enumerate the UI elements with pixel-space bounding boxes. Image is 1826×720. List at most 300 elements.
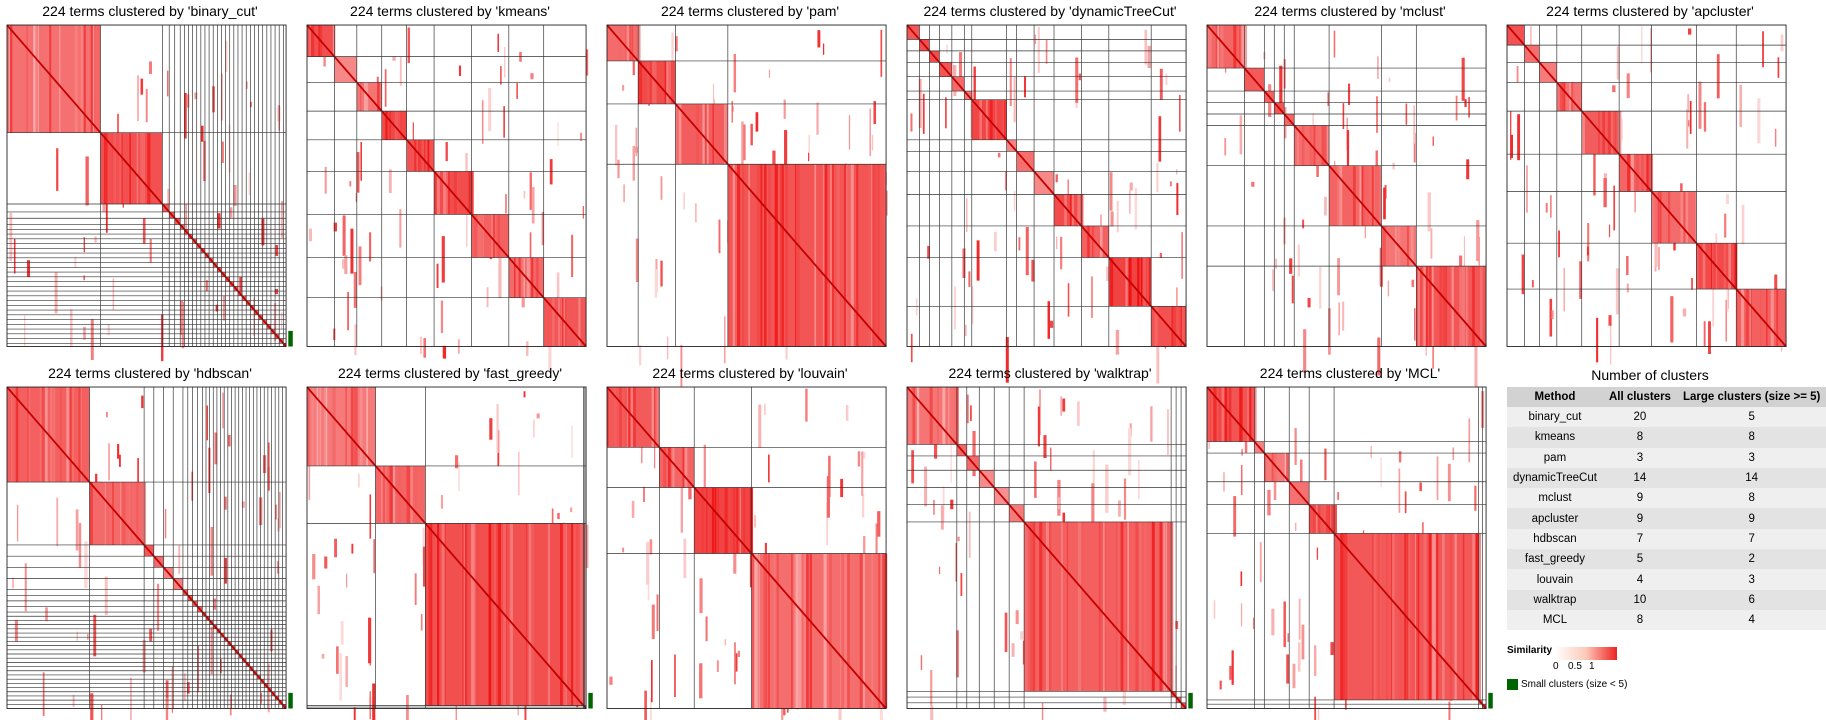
off-diagonal-cell <box>1314 645 1316 676</box>
block-texture <box>825 164 828 346</box>
heatmap-mclust <box>1207 22 1495 354</box>
block-texture <box>1379 166 1381 226</box>
off-diagonal-cell <box>1016 610 1019 624</box>
off-diagonal-cell <box>734 642 735 684</box>
block-texture <box>355 387 358 466</box>
block-texture <box>1472 533 1475 699</box>
off-diagonal-cell <box>965 325 967 336</box>
off-diagonal-cell <box>198 646 199 693</box>
off-diagonal-cell <box>87 634 88 640</box>
off-diagonal-cell <box>969 512 971 558</box>
block-texture <box>764 553 767 708</box>
block-texture <box>685 447 688 487</box>
block-texture <box>1078 522 1081 691</box>
off-diagonal-cell <box>650 539 653 554</box>
off-diagonal-cell <box>1414 308 1415 340</box>
off-diagonal-cell <box>1610 324 1611 365</box>
off-diagonal-cell <box>385 69 387 107</box>
off-diagonal-cell <box>1046 40 1048 64</box>
off-diagonal-cell <box>498 252 501 298</box>
off-diagonal-cell <box>1778 57 1780 78</box>
block-texture <box>457 171 459 214</box>
block-texture <box>847 164 850 346</box>
block-texture <box>1382 226 1385 266</box>
block-texture <box>1680 191 1683 243</box>
off-diagonal-cell <box>225 497 227 510</box>
heatmap-pam <box>607 22 895 354</box>
block-texture <box>428 523 430 705</box>
block-texture <box>620 25 621 61</box>
off-diagonal-cell <box>1068 283 1070 316</box>
block-texture <box>471 523 474 705</box>
off-diagonal-cell <box>683 193 684 210</box>
off-diagonal-cell <box>1688 28 1691 34</box>
block-texture <box>1391 533 1392 699</box>
off-diagonal-cell <box>225 558 227 584</box>
similarity-legend-title: Similarity <box>1507 645 1553 656</box>
block-texture <box>481 214 483 257</box>
block-texture <box>876 164 879 346</box>
off-diagonal-cell <box>165 509 166 538</box>
block-texture <box>758 553 759 708</box>
cluster-table-title: Number of clusters <box>1591 367 1709 383</box>
block-texture <box>435 523 437 705</box>
off-diagonal-cell <box>389 169 392 193</box>
off-diagonal-cell <box>872 135 873 151</box>
table-cell-large: 2 <box>1677 549 1826 569</box>
block-texture <box>696 104 699 164</box>
small-clusters-legend <box>1507 679 1627 690</box>
table-row <box>1507 468 1826 488</box>
block-texture <box>333 387 336 466</box>
block-texture <box>1067 522 1068 691</box>
block-texture <box>1432 266 1434 346</box>
block-texture <box>60 387 62 482</box>
block-texture <box>1424 533 1427 699</box>
off-diagonal-cell <box>1613 186 1615 231</box>
block-texture <box>143 482 146 545</box>
off-diagonal-cell <box>186 94 189 107</box>
block-texture <box>824 553 827 708</box>
off-diagonal-cell <box>94 236 96 242</box>
block-texture <box>740 487 741 553</box>
table-cell-all: 9 <box>1603 508 1677 528</box>
off-diagonal-cell <box>182 302 185 348</box>
off-diagonal-cell <box>911 450 914 483</box>
off-diagonal-cell <box>674 654 676 697</box>
block-texture <box>112 482 114 545</box>
block-texture <box>562 298 563 347</box>
off-diagonal-cell <box>1690 101 1692 134</box>
block-texture <box>1766 289 1767 346</box>
off-diagonal-cell <box>808 135 810 152</box>
off-diagonal-cell <box>1383 188 1386 220</box>
off-diagonal-cell <box>1481 391 1484 428</box>
block-texture <box>1476 533 1479 699</box>
block-texture <box>1221 25 1224 68</box>
off-diagonal-cell <box>1622 119 1623 141</box>
block-texture <box>496 523 498 705</box>
block-texture <box>1100 522 1103 691</box>
off-diagonal-cell <box>1448 464 1451 501</box>
table-cell-all: 7 <box>1603 529 1677 549</box>
table-cell-all: 4 <box>1603 569 1677 589</box>
off-diagonal-cell <box>137 75 138 121</box>
off-diagonal-cell <box>130 678 132 720</box>
off-diagonal-cell <box>1138 460 1140 499</box>
off-diagonal-cell <box>1603 178 1606 207</box>
heatmap-panel-kmeans <box>300 0 600 352</box>
off-diagonal-cell <box>784 100 786 119</box>
block-texture <box>742 164 744 346</box>
off-diagonal-cell <box>910 113 912 131</box>
off-diagonal-cell <box>1476 220 1479 261</box>
off-diagonal-cell <box>423 338 426 358</box>
block-texture <box>1399 533 1402 699</box>
off-diagonal-cell <box>1330 642 1333 655</box>
block-texture <box>1436 533 1438 699</box>
off-diagonal-cell <box>861 452 863 496</box>
block-texture <box>1393 533 1395 699</box>
off-diagonal-cell <box>970 405 972 421</box>
off-diagonal-cell <box>1129 190 1131 213</box>
off-diagonal-cell <box>736 653 738 671</box>
block-texture <box>1395 226 1397 266</box>
off-diagonal-cell <box>500 66 501 85</box>
off-diagonal-cell <box>309 229 312 242</box>
table-cell-all: 20 <box>1603 407 1677 427</box>
off-diagonal-cell <box>1546 203 1548 213</box>
block-texture <box>1004 100 1006 140</box>
off-diagonal-cell <box>76 509 79 550</box>
block-texture <box>665 61 666 104</box>
off-diagonal-cell <box>210 527 213 576</box>
block-texture <box>1281 453 1283 482</box>
off-diagonal-cell <box>276 245 278 256</box>
off-diagonal-cell <box>816 103 818 135</box>
heatmap-panel-pam <box>600 0 900 352</box>
block-texture <box>1144 522 1147 691</box>
off-diagonal-cell <box>12 577 14 588</box>
off-diagonal-cell <box>951 440 952 483</box>
block-texture <box>830 164 832 346</box>
table-cell-large: 4 <box>1677 610 1826 630</box>
off-diagonal-cell <box>1608 315 1611 326</box>
block-texture <box>775 164 778 346</box>
off-diagonal-cell <box>1413 106 1415 144</box>
block-texture <box>1466 266 1468 346</box>
block-texture <box>1313 125 1315 165</box>
block-texture <box>1439 266 1442 346</box>
off-diagonal-cell <box>201 126 204 142</box>
off-diagonal-cell <box>15 620 18 642</box>
block-texture <box>1443 266 1446 346</box>
block-texture <box>1163 522 1165 691</box>
off-diagonal-cell <box>557 513 559 519</box>
off-diagonal-cell <box>1224 138 1226 155</box>
block-texture <box>1377 166 1379 226</box>
block-texture <box>1043 522 1046 691</box>
off-diagonal-cell <box>406 695 409 720</box>
table-row <box>1507 569 1826 589</box>
block-texture <box>1221 387 1224 442</box>
off-diagonal-cell <box>222 142 223 163</box>
block-texture <box>112 133 113 204</box>
block-texture <box>1127 522 1129 691</box>
off-diagonal-cell <box>933 500 935 515</box>
off-diagonal-cell <box>1286 654 1289 683</box>
off-diagonal-cell <box>268 443 269 491</box>
off-diagonal-cell <box>1158 116 1161 161</box>
off-diagonal-cell <box>1342 302 1344 331</box>
off-diagonal-cell <box>657 594 659 631</box>
off-diagonal-cell <box>704 445 706 489</box>
off-diagonal-cell <box>84 237 85 252</box>
off-diagonal-cell <box>339 653 342 700</box>
block-texture <box>712 487 714 553</box>
table-cell-method: kmeans <box>1507 427 1603 447</box>
off-diagonal-cell <box>496 404 498 453</box>
block-texture <box>1631 154 1634 191</box>
off-diagonal-cell <box>437 264 439 288</box>
block-texture <box>1412 533 1414 699</box>
off-diagonal-cell <box>1240 115 1243 154</box>
block-texture <box>1100 226 1103 258</box>
off-diagonal-cell <box>370 691 371 719</box>
off-diagonal-cell <box>372 684 375 720</box>
off-diagonal-cell <box>84 541 87 588</box>
block-texture <box>736 487 738 553</box>
off-diagonal-cell <box>178 545 180 574</box>
off-diagonal-cell <box>1511 135 1513 158</box>
off-diagonal-cell <box>1708 321 1711 354</box>
block-texture <box>442 523 445 705</box>
block-texture <box>754 553 757 708</box>
off-diagonal-cell <box>968 271 970 287</box>
block-texture <box>1024 522 1027 691</box>
block-texture <box>1064 194 1067 226</box>
block-texture <box>40 387 42 482</box>
off-diagonal-cell <box>1641 26 1642 64</box>
off-diagonal-cell <box>1616 268 1619 314</box>
block-texture <box>564 523 566 705</box>
off-diagonal-cell <box>263 455 266 473</box>
off-diagonal-cell <box>1260 542 1262 582</box>
block-texture <box>1455 266 1457 346</box>
off-diagonal-cell <box>758 405 761 449</box>
table-cell-method: louvain <box>1507 569 1603 589</box>
block-texture <box>558 298 560 347</box>
off-diagonal-cell <box>1725 300 1727 342</box>
block-texture <box>399 111 400 140</box>
off-diagonal-cell <box>341 621 344 645</box>
off-diagonal-cell <box>954 286 955 329</box>
off-diagonal-cell <box>1691 278 1693 290</box>
off-diagonal-cell <box>349 181 351 186</box>
block-texture <box>122 133 123 204</box>
off-diagonal-cell <box>916 298 918 315</box>
off-diagonal-cell <box>85 156 88 205</box>
off-diagonal-cell <box>1251 182 1254 187</box>
off-diagonal-cell <box>699 663 702 698</box>
block-texture <box>320 387 321 466</box>
block-texture <box>66 387 69 482</box>
block-texture <box>640 61 642 104</box>
block-texture <box>424 140 425 172</box>
block-texture <box>1051 522 1053 691</box>
off-diagonal-cell <box>661 176 663 200</box>
block-texture <box>725 104 728 164</box>
off-diagonal-cell <box>1295 523 1296 531</box>
table-cell-all: 9 <box>1603 488 1677 508</box>
similarity-tick-1: 1 <box>1589 661 1595 672</box>
off-diagonal-cell <box>734 54 736 92</box>
off-diagonal-cell <box>1517 114 1520 160</box>
off-diagonal-cell <box>840 479 843 497</box>
off-diagonal-cell <box>79 523 81 568</box>
block-texture <box>1182 306 1185 346</box>
block-texture <box>782 164 784 346</box>
off-diagonal-cell <box>1437 456 1439 500</box>
off-diagonal-cell <box>359 246 362 285</box>
off-diagonal-cell <box>945 97 947 128</box>
off-diagonal-cell <box>1392 163 1394 170</box>
off-diagonal-cell <box>768 455 770 483</box>
off-diagonal-cell <box>345 656 348 687</box>
off-diagonal-cell <box>624 185 625 203</box>
table-row <box>1507 610 1826 630</box>
block-texture <box>1697 243 1698 289</box>
block-texture <box>1356 166 1359 226</box>
table-row <box>1507 407 1826 427</box>
off-diagonal-cell <box>1371 446 1372 458</box>
block-texture <box>872 164 875 346</box>
off-diagonal-cell <box>1060 396 1061 415</box>
off-diagonal-cell <box>646 542 649 585</box>
small-clusters-label: Small clusters (size < 5) <box>1521 679 1628 691</box>
block-texture <box>1416 533 1418 699</box>
off-diagonal-cell <box>1014 191 1016 212</box>
block-texture <box>752 553 754 708</box>
block-texture <box>1450 533 1452 699</box>
block-texture <box>1602 111 1604 154</box>
block-texture <box>628 387 630 447</box>
table-cell-method: mclust <box>1507 488 1603 508</box>
off-diagonal-cell <box>966 198 967 232</box>
off-diagonal-cell <box>150 239 152 263</box>
heatmap-title: 224 terms clustered by 'walktrap' <box>948 365 1152 381</box>
off-diagonal-cell <box>617 160 619 178</box>
off-diagonal-cell <box>683 539 686 579</box>
off-diagonal-cell <box>1704 321 1706 346</box>
off-diagonal-cell <box>1412 280 1415 287</box>
table-cell-all: 14 <box>1603 468 1677 488</box>
small-cluster-indicator <box>1188 693 1192 709</box>
off-diagonal-cell <box>1012 643 1015 657</box>
off-diagonal-cell <box>1043 435 1046 458</box>
off-diagonal-cell <box>368 618 371 664</box>
block-texture <box>1480 266 1482 346</box>
off-diagonal-cell <box>101 705 102 720</box>
heatmap-panel-walktrap <box>900 362 1200 714</box>
block-texture <box>120 482 121 545</box>
off-diagonal-cell <box>1283 601 1285 647</box>
block-texture <box>414 140 415 172</box>
block-texture <box>1372 533 1374 699</box>
off-diagonal-cell <box>1176 169 1177 174</box>
off-diagonal-cell <box>400 57 402 86</box>
off-diagonal-cell <box>635 147 638 153</box>
heatmap-fast_greedy <box>307 384 595 716</box>
cluster-count-panel <box>1500 362 1821 720</box>
off-diagonal-cell <box>652 605 655 639</box>
off-diagonal-cell <box>738 651 740 657</box>
off-diagonal-cell <box>1428 192 1431 231</box>
block-texture <box>1272 453 1274 482</box>
block-texture <box>491 214 493 257</box>
off-diagonal-cell <box>1704 102 1706 131</box>
heatmap-panel-mclust <box>1200 0 1500 352</box>
block-texture <box>748 164 750 346</box>
table-cell-large: 3 <box>1677 448 1826 468</box>
off-diagonal-cell <box>622 85 624 91</box>
off-diagonal-cell <box>399 209 401 247</box>
off-diagonal-cell <box>1179 95 1181 132</box>
block-texture <box>1668 191 1670 243</box>
off-diagonal-cell <box>632 501 635 518</box>
off-diagonal-cell <box>1317 548 1318 560</box>
heatmap-title: 224 terms clustered by 'mclust' <box>1254 3 1446 19</box>
off-diagonal-cell <box>1658 247 1660 270</box>
block-texture <box>434 171 436 214</box>
off-diagonal-cell <box>550 159 553 184</box>
off-diagonal-cell <box>1376 150 1378 165</box>
table-header-all: All clusters <box>1603 387 1677 407</box>
block-texture <box>1374 533 1377 699</box>
block-texture <box>1166 522 1167 691</box>
block-texture <box>1735 243 1737 289</box>
table-cell-large: 7 <box>1677 529 1826 549</box>
block-texture <box>625 25 626 61</box>
block-texture <box>757 164 760 346</box>
off-diagonal-cell <box>1724 214 1726 238</box>
off-diagonal-cell <box>1124 478 1126 519</box>
off-diagonal-cell <box>25 563 27 611</box>
off-diagonal-cell <box>1587 247 1589 256</box>
off-diagonal-cell <box>1229 666 1231 680</box>
block-texture <box>548 523 550 705</box>
off-diagonal-cell <box>1552 310 1554 319</box>
block-texture <box>1117 522 1120 691</box>
block-texture <box>324 387 326 466</box>
off-diagonal-cell <box>1377 56 1378 79</box>
block-texture <box>36 25 38 133</box>
off-diagonal-cell <box>1299 599 1301 640</box>
block-texture <box>1433 266 1435 346</box>
block-texture <box>443 171 446 214</box>
heatmap-title: 224 terms clustered by 'louvain' <box>652 365 848 381</box>
off-diagonal-cell <box>724 316 725 363</box>
off-diagonal-cell <box>1167 409 1168 455</box>
similarity-legend <box>1507 645 1595 672</box>
off-diagonal-cell <box>557 122 558 146</box>
off-diagonal-cell <box>149 628 152 641</box>
block-texture <box>147 133 150 204</box>
off-diagonal-cell <box>660 261 662 287</box>
block-texture <box>661 447 663 487</box>
off-diagonal-cell <box>846 405 849 421</box>
off-diagonal-cell <box>1292 276 1294 304</box>
